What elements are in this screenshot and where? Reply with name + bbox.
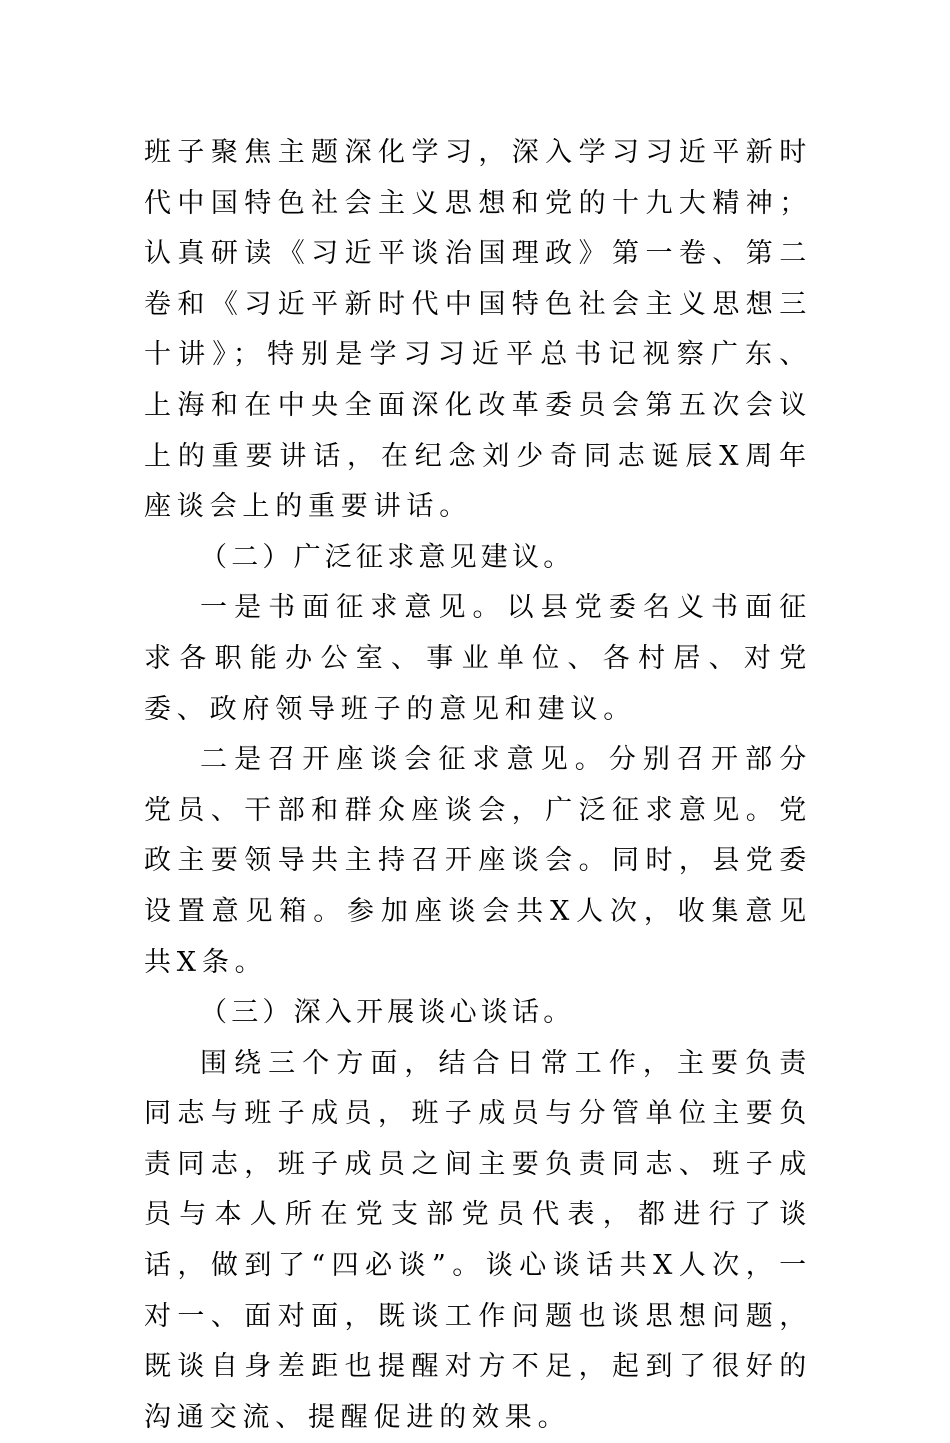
section-heading-3: （三）深入开展谈心谈话。 — [200, 997, 575, 1029]
document-body — [144, 128, 812, 1443]
paragraph-study: 班子聚焦主题深化学习，深入学习习近平新时代中国特色社会主义思想和党的十九大精神；认真研读《习近平谈治国理政》第一卷、第二卷和《习近平新时代中国特色社会主义思想三十讲》；特别是学习习近平总书记视察广东、上海和在中央全面深化改革委员会第五次会议上的重要讲话，在纪念刘少奇同志诞辰X周年座谈会上的重要讲话。 — [144, 137, 812, 523]
paragraph-symposium-opinions: 二是召开座谈会征求意见。分别召开部分党员、干部和群众座谈会，广泛征求意见。党政主要领导共主持召开座谈会。同时，县党委设置意见箱。参加座谈会共X人次，收集意见共X条。 — [144, 744, 812, 978]
paragraph-heart-to-heart-talks: 围绕三个方面，结合日常工作，主要负责同志与班子成员，班子成员与分管单位主要负责同志，班子成员之间主要负责同志、班子成员与本人所在党支部党员代表，都进行了谈话，做到了“四必谈”。谈心谈话共X人次，一对一、面对面，既谈工作问题也谈思想问题，既谈自身差距也提醒对方不足，起到了很好的沟通交流、提醒促进的效果。 — [144, 1047, 812, 1433]
paragraph-written-opinions: 一是书面征求意见。以县党委名义书面征求各职能办公室、事业单位、各村居、对党委、政府领导班子的意见和建议。 — [144, 592, 812, 725]
section-heading-2: （二）广泛征求意见建议。 — [200, 541, 575, 573]
